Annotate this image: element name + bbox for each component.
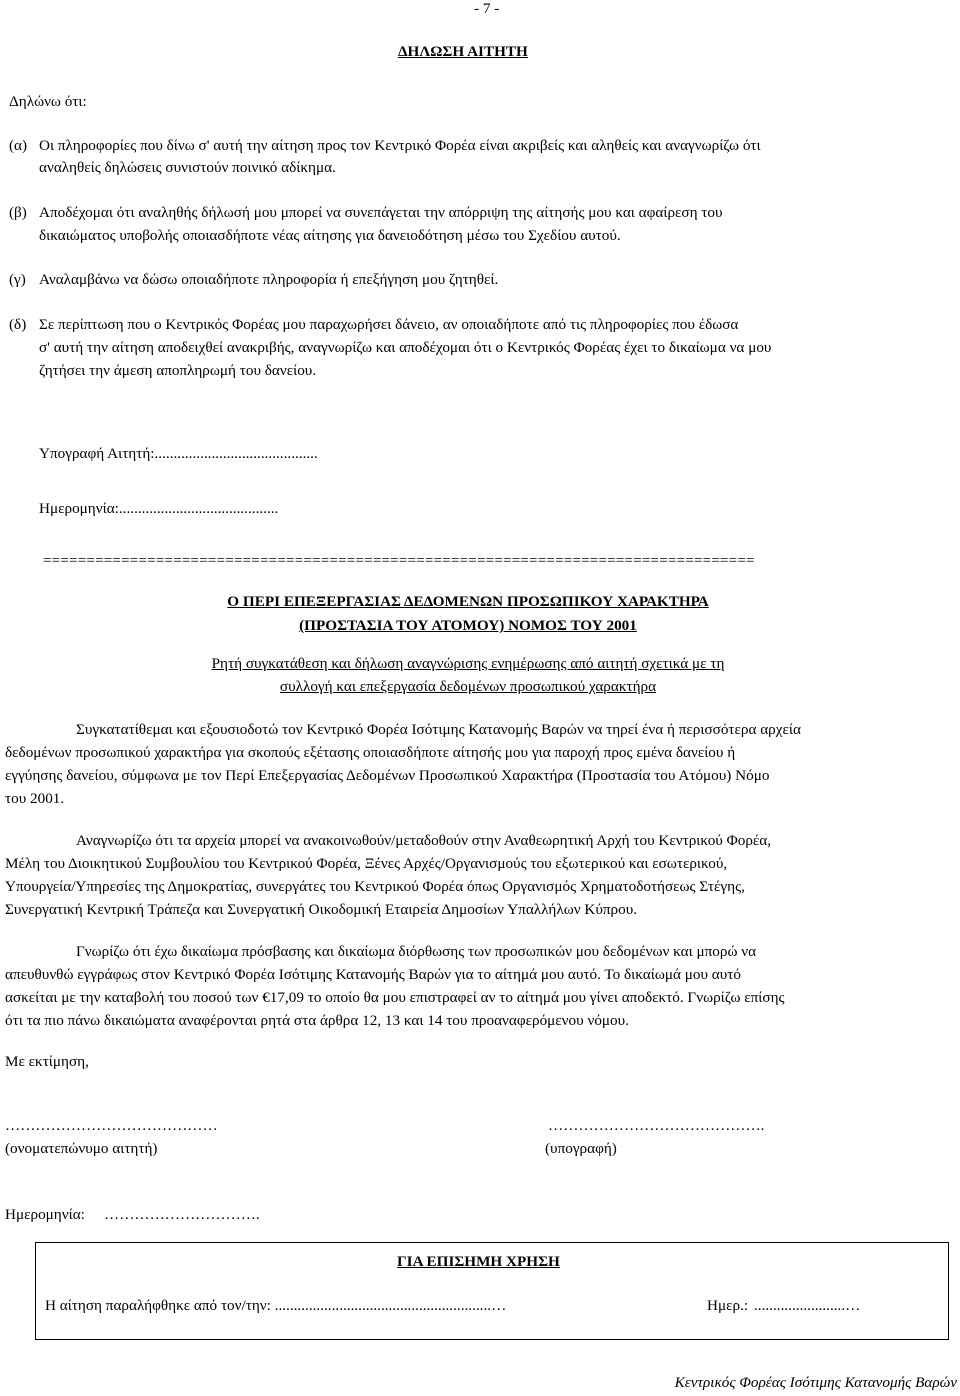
- item-c-line-1: Αναλαμβάνω να δώσω οποιαδήποτε πληροφορία ή επεξήγηση μου ζητηθεί.: [39, 271, 499, 288]
- consent-subtitle-line-2: συλλογή και επεξεργασία δεδομένων προσωπικού χαρακτήρα: [279, 678, 657, 695]
- official-date-label: Ημερ.:: [707, 1297, 749, 1314]
- consent-paragraph-1-line-1: Συγκατατίθεμαι και εξουσιοδοτώ τον Κεντρικό Φορέα Ισότιμης Κατανομής Βαρών να τηρεί ένα ή περισσότερα αρχεία: [76, 721, 801, 738]
- section-separator: ==================================================================================: [43, 553, 755, 569]
- consent-paragraph-1-line-4: του 2001.: [5, 790, 65, 807]
- consent-paragraph-2-line-2: Μέλη του Διοικητικού Συμβουλίου του Κεντρικού Φορέα, Ξένες Αρχές/Οργανισμούς του εξωτερικού και εσωτερικού,: [5, 855, 728, 872]
- received-by-field: Η αίτηση παραλήφθηκε από τον/την: .........................................................…: [45, 1297, 507, 1314]
- consent-paragraph-3-line-1: Γνωρίζω ότι έχω δικαίωμα πρόσβασης και δικαίωμα διόρθωσης των προσωπικών μου δεδομένων και μπορώ να: [76, 943, 757, 960]
- law-title-line-1: Ο ΠΕΡΙ ΕΠΕΞΕΡΓΑΣΙΑΣ ΔΕΔΟΜΕΝΩΝ ΠΡΟΣΩΠΙΚΟΥ ΧΑΡΑΚΤΗΡΑ: [227, 593, 709, 610]
- consent-paragraph-3-line-3: ασκείται με την καταβολή του ποσού των €17,09 το οποίο θα μου επιστραφεί αν το αίτημά μου γίνει αποδεκτό. Γνωρίζω επίσης: [5, 989, 785, 1006]
- consent-paragraph-3-line-2: απευθυνθώ εγγράφως στον Κεντρικό Φορέα Ισότιμης Κατανομής Βαρών για το αίτημά μου αυτό. Το δικαίωμά μου αυτό: [5, 966, 741, 983]
- item-a-line-1: Οι πληροφορίες που δίνω σ' αυτή την αίτηση προς τον Κεντρικό Φορέα είναι ακριβείς και αληθείς και αναγνωρίζω ότι: [39, 137, 761, 154]
- consent-paragraph-1-line-3: εγγύησης δανείου, σύμφωνα με τον Περί Επεξεργασίας Δεδομένων Προσωπικού Χαρακτήρα (Προστασία του Ατόμου) Νόμο: [5, 767, 770, 784]
- applicant-signature-field: Υπογραφή Αιτητή:...........................................: [39, 445, 318, 462]
- declaration-date-field: Ημερομηνία:..........................................: [39, 500, 279, 517]
- signature-caption: (υπογραφή): [545, 1140, 617, 1157]
- item-d-label: (δ): [9, 316, 27, 333]
- consent-paragraph-3-line-4: ότι τα πιο πάνω δικαιώματα αναφέρονται ρητά στα άρθρα 12, 13 και 14 του προαναφερόμενου νόμου.: [5, 1012, 629, 1029]
- item-d-line-3: ζητήσει την άμεση αποπληρωμή του δανείου.: [39, 362, 317, 379]
- consent-subtitle-line-1: Ρητή συγκατάθεση και δήλωση αναγνώρισης ενημέρωσης από αιτητή σχετικά με τη: [211, 655, 725, 672]
- law-title-line-2: (ΠΡΟΣΤΑΣΙΑ ΤΟΥ ΑΤΟΜΟΥ) ΝΟΜΟΣ ΤΟΥ 2001: [299, 617, 637, 634]
- consent-paragraph-2-line-3: Υπουργεία/Υπηρεσίες της Δημοκρατίας, συνεργάτες του Κεντρικού Φορέα όπως Οργανισμός Χρηματοδοτήσεως Στέγης,: [5, 878, 745, 895]
- official-date-field: ........................…: [754, 1297, 861, 1314]
- signature-line: …………………………………….: [548, 1117, 765, 1134]
- declaration-intro: Δηλώνω ότι:: [9, 93, 87, 110]
- applicant-name-caption: (ονοματεπώνυμο αιτητή): [5, 1140, 158, 1157]
- consent-date-line: ………………………….: [104, 1206, 260, 1223]
- item-b-line-1: Αποδέχομαι ότι αναληθής δήλωσή μου μπορεί να συνεπάγεται την απόρριψη της αίτησής μου και αφαίρεση του: [39, 204, 723, 221]
- item-b-label: (β): [9, 204, 27, 221]
- consent-paragraph-2-line-4: Συνεργατική Κεντρική Τράπεζα και Συνεργατική Οικοδομική Εταιρεία Δημοσίων Υπαλλήλων Κύπρου.: [5, 901, 638, 918]
- applicant-name-line: ……………………………………: [5, 1117, 218, 1134]
- consent-paragraph-2-line-1: Αναγνωρίζω ότι τα αρχεία μπορεί να ανακοινωθούν/μεταδοθούν στην Αναθεωρητική Αρχή του Κεντρικού Φορέα,: [76, 832, 772, 849]
- item-d-line-1: Σε περίπτωση που ο Κεντρικός Φορέας μου παραχωρήσει δάνειο, αν οποιαδήποτε από τις πληροφορίες που έδωσα: [39, 316, 739, 333]
- item-a-line-2: αναληθείς δηλώσεις συνιστούν ποινικό αδίκημα.: [39, 159, 336, 176]
- item-c-label: (γ): [9, 271, 26, 288]
- footer-organization: Κεντρικός Φορέας Ισότιμης Κατανομής Βαρών: [674, 1374, 957, 1391]
- official-use-title: ΓΙΑ ΕΠΙΣΗΜΗ ΧΡΗΣΗ: [397, 1253, 560, 1270]
- consent-paragraph-1-line-2: δεδομένων προσωπικού χαρακτήρα για σκοπούς εξέτασης οποιασδήποτε αίτησής μου για παροχή προς εμένα δανείου ή: [5, 744, 736, 761]
- item-a-label: (α): [9, 137, 28, 154]
- consent-date-label: Ημερομηνία:: [5, 1206, 85, 1223]
- item-d-line-2: σ' αυτή την αίτηση αποδειχθεί ανακριβής, αναγνωρίζω και αποδέχομαι ότι ο Κεντρικός Φορέας έχει το δικαίωμα να μου: [39, 339, 772, 356]
- page-number: - 7 -: [474, 0, 500, 17]
- item-b-line-2: δικαιώματος υποβολής οποιασδήποτε νέας αίτησης για δανειοδότηση μέσω του Σχεδίου αυτού.: [39, 227, 621, 244]
- closing-salutation: Με εκτίμηση,: [5, 1053, 89, 1070]
- official-use-box: [35, 1242, 949, 1340]
- declaration-title: ΔΗΛΩΣΗ ΑΙΤΗΤΗ: [398, 43, 528, 60]
